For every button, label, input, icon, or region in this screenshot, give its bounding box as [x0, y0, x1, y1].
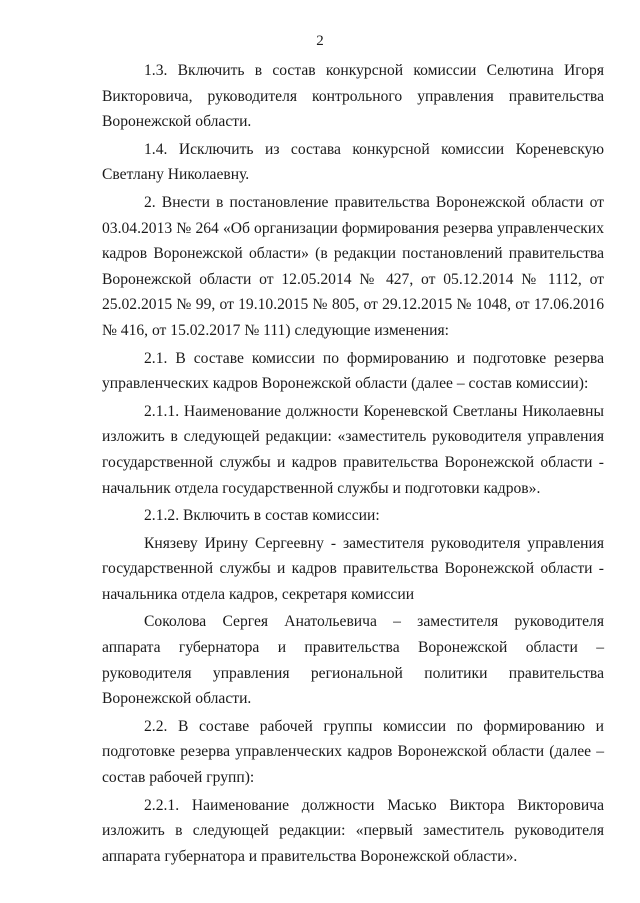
paragraph-2-1-2: 2.1.2. Включить в состав комиссии: [144, 507, 380, 525]
paragraph-1-3: 1.3. Включить в состав конкурсной комиссии Селютина Игоря Викторовича, руководителя контрольного управления правительства Воронежской области. [102, 62, 604, 131]
paragraph-2-1-1: 2.1.1. Наименование должности Кореневской Светланы Николаевны изложить в следующей редакции: «заместитель руководителя управления государственной службы и кадров правительства Воронежской области - начальник отдела государственной службы и подготовки кадров». [102, 402, 604, 497]
document-body [102, 58, 604, 869]
paragraph-1-4: 1.4. Исключить из состава конкурсной комиссии Кореневскую Светлану Николаевну. [102, 140, 604, 184]
paragraph-2-2-1: 2.2.1. Наименование должности Масько Виктора Викторовича изложить в следующей редакции: «первый заместитель руководителя аппарата губернатора и правительства Воронежской области». [102, 796, 604, 865]
paragraph-sokolov: Соколова Сергея Анатольевича – заместителя руководителя аппарата губернатора и правительства Воронежской области – руководителя управления региональной политики правительства Воронежской области. [102, 613, 604, 708]
paragraph-2: 2. Внести в постановление правительства Воронежской области от 03.04.2013 № 264 «Об организации формирования резерва управленческих кадров Воронежской области» (в редакции постановлений правительства Воронежской области от 12.05.2014 № 427, от 05.12.2014 № 1112, от 25.02.2015 № 99, от 19.10.2015 № 805, от 29.12.2015 № 1048, от 17.06.2016 № 416, от 15.02.2017 № 111) следующие изменения: [102, 193, 604, 339]
paragraph-knyazeva: Князеву Ирину Сергеевну - заместителя руководителя управления государственной службы и кадров правительства Воронежской области - начальника отдела кадров, секретаря комиссии [102, 534, 604, 603]
paragraph-2-2: 2.2. В составе рабочей группы комиссии по формированию и подготовке резерва управленческих кадров Воронежской области (далее – состав рабочей групп): [102, 717, 604, 787]
page-number: 2 [316, 33, 324, 49]
paragraph-2-1: 2.1. В составе комиссии по формированию и подготовке резерва управленческих кадров Воронежской области (далее – состав комиссии): [102, 349, 604, 393]
